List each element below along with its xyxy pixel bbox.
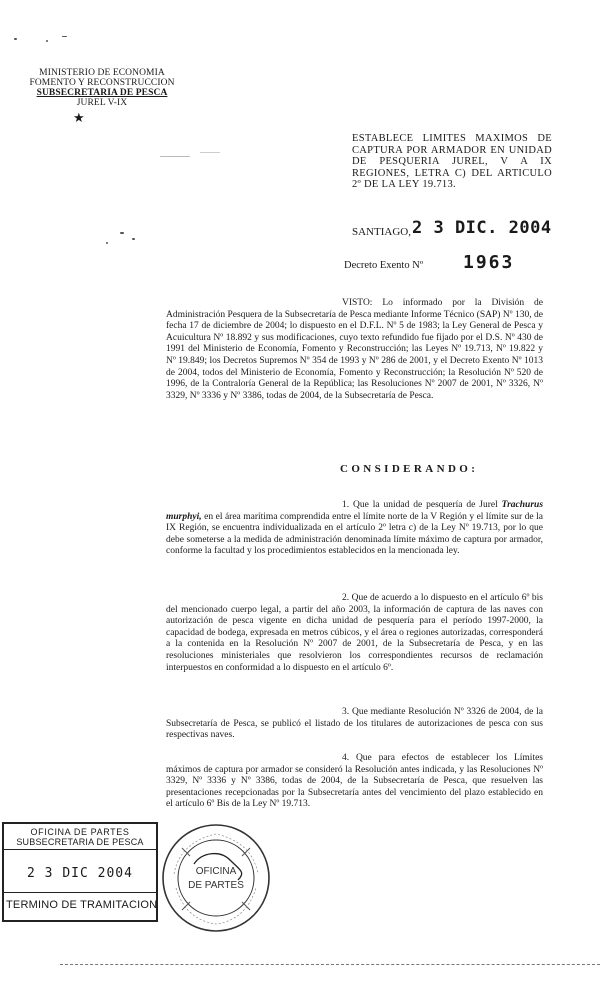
seal-center-line-2: DE PARTES (188, 880, 244, 891)
considerando-heading: CONSIDERANDO: (340, 463, 479, 475)
considerando-3-lead: 3. Que mediante Resolución Nº 3326 de (342, 707, 498, 717)
office-seal-icon (160, 822, 272, 934)
scan-speck (62, 36, 67, 37)
visto-paragraph (166, 298, 543, 402)
ministry-line-1: MINISTERIO DE ECONOMIA (39, 68, 165, 78)
date-stamp: 2 3 DIC. 2004 (412, 218, 552, 238)
considerando-1-text: en el área marítima comprendida entre el límite norte de la V Región y el límite sur de la IX Región, se encuentra individualizada en el artículo 2º letra c) de la Ley Nº 19.713, por lo que debe someterse a la medida de administración denominada límite máximo de captura por armador, conforme la facultad y los procedimientos establecidos en la mencionada ley. (166, 511, 543, 557)
stamp-subsecretaria-label: SUBSECRETARIA DE PESCA (16, 837, 144, 847)
considerando-4 (166, 753, 543, 811)
considerando-2 (166, 593, 543, 674)
subsecretaria-line: SUBSECRETARIA DE PESCA (36, 88, 168, 98)
place-label: SANTIAGO, (352, 226, 411, 238)
scan-speck (132, 238, 135, 240)
considerando-2-lead: 2. Que de acuerdo a lo dispuesto en el (342, 593, 488, 603)
ministry-line-2: FOMENTO Y RECONSTRUCCION (29, 78, 175, 88)
ministry-header (22, 68, 182, 108)
scan-speck (46, 40, 48, 42)
visto-text: Lo informado por la División de Administración Pesquera de la Subsecretaría de Pesca mediante Informe Técnico (SAP) Nº 130, de fecha 17 de diciembre de 2004; lo dispuesto en el D.F.L. Nº 5 de 1983; la Ley General de Pesca y Acuicultura Nº 18.892 y sus modificaciones, cuyo texto refundido fue fijado por el D.S. Nº 430 de 1991 del Ministerio de Economía, Fomento y Reconstrucción; las Leyes Nº 19.713, Nº 19.822 y Nº 19.849; los Decretos Supremos Nº 354 de 1993 y Nº 286 de 2001, y el Decreto Exento Nº 1013 de 2004, todos del Ministerio de Economía, Fomento y Reconstrucción; la Resolución Nº 520 de 1996, de la Contraloría General de la República; las Resoluciones Nº 2007 de 2001, Nº 3326, Nº 3329, Nº 3336 y Nº 3386, todas de 2004, de la Subsecretaría de Pesca. (166, 298, 544, 401)
bottom-scan-line (60, 964, 600, 965)
stamp-divider (4, 849, 156, 850)
decree-subject: ESTABLECE LIMITES MAXIMOS DE CAPTURA POR ARMADOR EN UNIDAD DE PESQUERIA JUREL, V A IX REGIONES, LETRA C) DEL ARTICULO 2º DE LA LEY 19.713. (352, 133, 552, 190)
stamp-date: 2 3 DIC 2004 (27, 866, 133, 881)
scan-speck (160, 156, 190, 157)
considerando-4-text: Límites máximos de captura por armador se consideró la Resolución antes indicada, y las Resoluciones Nº 3329, Nº 3336 y Nº 3386, todas de 2004, de la Subsecretaría de Pesca, que resuelven las presentaciones recepcionadas por la Subsecretaría antes del vencimiento del plazo establecido en el artículo 6º Bis de la Ley Nº 19.713. (166, 753, 543, 810)
visto-lead: VISTO: (342, 298, 373, 308)
considerando-4-lead: 4. Que para efectos de establecer los (342, 753, 508, 763)
species-name: Trachurus murphyi, (166, 500, 544, 522)
decree-number: 1963 (463, 252, 515, 273)
decree-label: Decreto Exento Nº (344, 260, 424, 271)
scan-speck (120, 232, 124, 234)
considerando-3-text: 2004, de la Subsecretaría de Pesca, se publicó el listado de los titulares de autorizaciones de pesca con sus respectivas naves. (166, 707, 544, 741)
scan-speck (106, 242, 108, 244)
considerando-2-text: artículo 6º bis del mencionado cuerpo legal, a partir del año 2003, la información de captura de las naves con autorización de pesca vigente en dicha unidad de pesquería para el período 1997-2000, la capacidad de bodega, expresada en metros cúbicos, y el área o regiones autorizadas, corresponderá a la contenida en la Resolución Nº 2007 de 2001, de la Subsecretaría de Pesca, y en las resoluciones ministeriales que resolvieron los correspondientes recursos de reclamación interpuestos en conformidad a lo dispuesto en el artículo 6º. (166, 593, 544, 673)
unit-line: JUREL V-IX (76, 98, 128, 108)
stamp-divider (4, 892, 156, 893)
considerando-3 (166, 707, 543, 742)
considerando-1-lead: 1. Que la unidad de pesquería de Jurel (342, 500, 498, 510)
scan-speck (200, 152, 220, 153)
stamp-termination-label: TERMINO DE TRAMITACION (6, 899, 158, 911)
considerando-1 (166, 500, 543, 558)
seal-center-line-1: OFICINA (195, 866, 237, 877)
stamp-office-label: OFICINA DE PARTES (30, 827, 130, 837)
star-icon: ★ (73, 110, 85, 125)
scan-speck (14, 38, 17, 40)
